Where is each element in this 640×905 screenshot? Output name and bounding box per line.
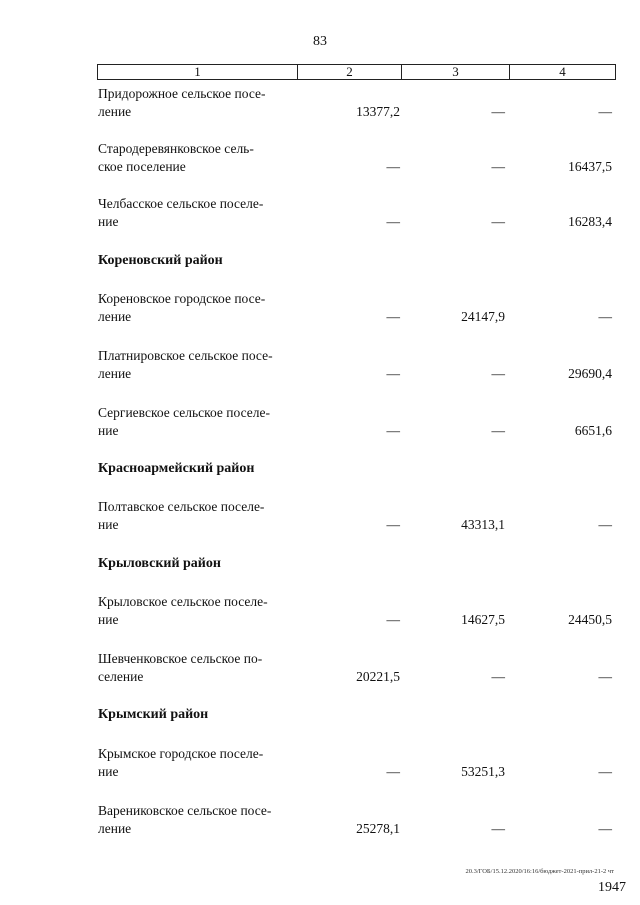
settlement-name [98,195,298,231]
value-col-2: 20221,5 [356,669,400,684]
settlement-name-line: Челбасское сельское поселе- [98,196,264,211]
settlement-name [98,85,298,121]
value-col-4: — [598,821,612,836]
settlement-name-line: Стародеревянковское сель- [98,141,254,156]
value-col-2: — [386,214,400,229]
settlement-name [98,347,298,383]
value-col-3: — [491,821,505,836]
value-col-3: — [491,366,505,381]
settlement-name-line: ние [98,517,119,532]
settlement-name [98,290,298,326]
value-col-2: — [386,309,400,324]
district-heading: Красноармейский район [98,461,255,476]
value-col-2: — [386,517,400,532]
value-col-2: — [386,366,400,381]
settlement-name-line: ление [98,104,132,119]
settlement-name-line: ление [98,821,132,836]
value-col-3: — [491,214,505,229]
value-col-2: 13377,2 [356,104,400,119]
settlement-name-line: ние [98,214,119,229]
settlement-name-line: ление [98,366,132,381]
value-col-3: — [491,669,505,684]
value-col-3: — [491,104,505,119]
settlement-name-line: Платнировское сельское посе- [98,348,273,363]
value-col-4: — [598,517,612,532]
value-col-4: 16437,5 [568,159,612,174]
value-col-3: 43313,1 [461,517,505,532]
settlement-name-line: Придорожное сельское посе- [98,86,266,101]
settlement-name-line: ние [98,612,119,627]
settlement-name [98,650,298,686]
value-col-2: — [386,764,400,779]
settlement-name-line: Сергиевское сельское поселе- [98,405,270,420]
value-col-2: — [386,159,400,174]
settlement-name [98,404,298,440]
header-col-4: 4 [509,65,615,79]
settlement-name-line: ние [98,423,119,438]
settlement-name-line: Крымское городское поселе- [98,746,264,761]
settlement-name-line: Кореновское городское посе- [98,291,266,306]
settlement-name-line: селение [98,669,144,684]
value-col-4: — [598,764,612,779]
value-col-3: — [491,423,505,438]
settlement-name [98,745,298,781]
settlement-name [98,498,298,534]
footer-sheet-number: 1947 [598,880,626,895]
settlement-name [98,593,298,629]
settlement-name-line: ние [98,764,119,779]
value-col-3: 14627,5 [461,612,505,627]
value-col-4: 16283,4 [568,214,612,229]
settlement-name-line: Крыловское сельское поселе- [98,594,268,609]
settlement-name-line: Варениковское сельское посе- [98,803,272,818]
value-col-2: — [386,612,400,627]
value-col-3: — [491,159,505,174]
settlement-name [98,140,298,176]
header-col-2: 2 [297,65,401,79]
header-col-1: 1 [194,64,201,79]
settlement-name-line: Полтавское сельское поселе- [98,499,265,514]
value-col-3: 53251,3 [461,764,505,779]
settlement-name-line: ское поселение [98,159,186,174]
header-col-3: 3 [401,65,509,79]
table-header [97,64,616,80]
value-col-4: 29690,4 [568,366,612,381]
footer-document-code: 20.3/ГОБ/15.12.2020/16:16/бюджет-2021-прил-21-2 чт [465,868,614,875]
settlement-name [98,802,298,838]
value-col-3: 24147,9 [461,309,505,324]
district-heading: Крымский район [98,707,209,722]
value-col-4: 24450,5 [568,612,612,627]
value-col-4: — [598,309,612,324]
value-col-4: — [598,669,612,684]
value-col-4: 6651,6 [574,423,612,438]
value-col-2: 25278,1 [356,821,400,836]
district-heading: Кореновский район [98,253,223,268]
value-col-4: — [598,104,612,119]
page-number: 83 [313,34,327,49]
settlement-name-line: ление [98,309,132,324]
settlement-name-line: Шевченковское сельское по- [98,651,263,666]
value-col-2: — [386,423,400,438]
district-heading: Крыловский район [98,556,221,571]
